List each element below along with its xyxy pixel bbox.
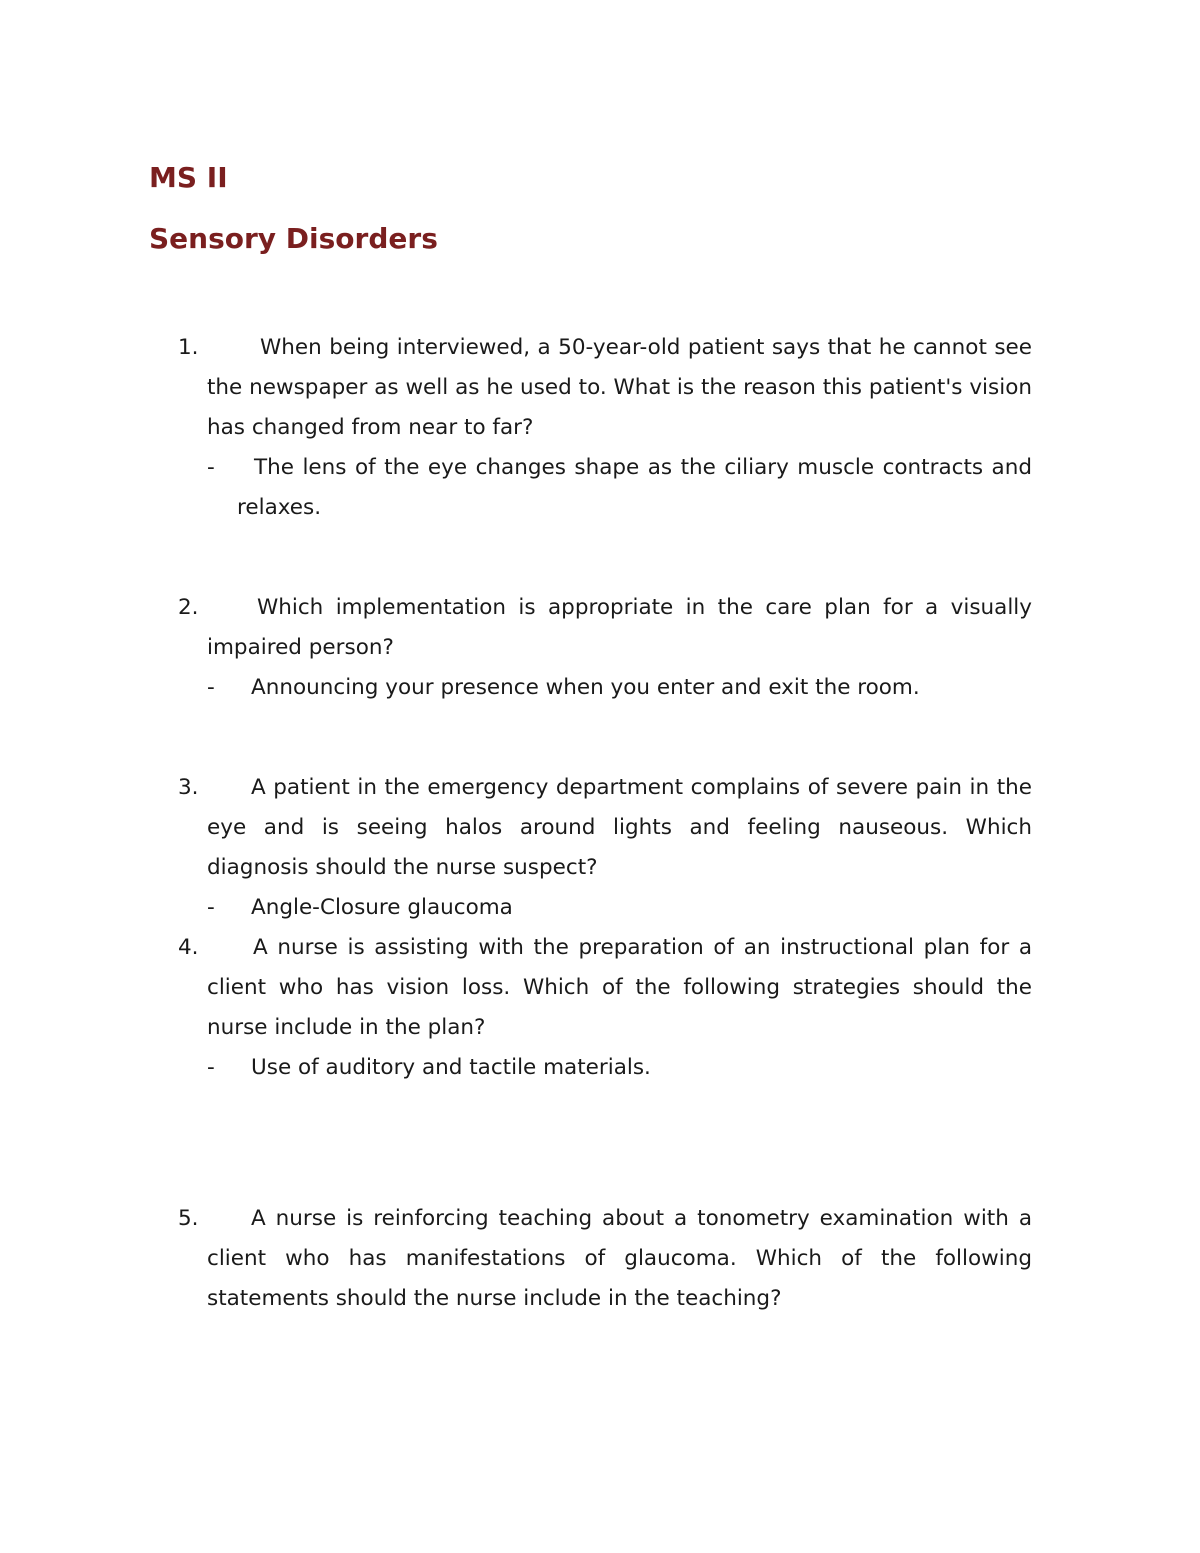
question-text: A nurse is assisting with the preparation of an instructional plan for a client who has vision loss. Which of the following strategies should the nurse include in the plan? — [207, 935, 1032, 1040]
answer-text: The lens of the eye changes shape as the ciliary muscle contracts and relaxes. — [237, 455, 1032, 520]
question-number: 5. — [178, 1206, 199, 1231]
question-text: Which implementation is appropriate in the care plan for a visually impaired person? — [207, 595, 1032, 660]
answer-text: Angle-Closure glaucoma — [251, 895, 513, 920]
question-text: A nurse is reinforcing teaching about a tonometry examination with a client who has manifestations of glaucoma. Which of the following statements should the nurse include in the teaching? — [207, 1206, 1032, 1311]
question-text: A patient in the emergency department complains of severe pain in the eye and is seeing halos around lights and feeling nauseous. Which diagnosis should the nurse suspect? — [207, 775, 1032, 880]
question-number: 4. — [178, 935, 199, 960]
answer-bullet: - — [207, 455, 215, 480]
answer-bullet: - — [207, 895, 215, 920]
course-heading: MS II — [149, 161, 228, 194]
question-number: 2. — [178, 595, 199, 620]
answer-bullet: - — [207, 1055, 215, 1080]
topic-heading: Sensory Disorders — [149, 222, 438, 255]
answer-bullet: - — [207, 675, 215, 700]
question-number: 1. — [178, 335, 199, 360]
answer-text: Use of auditory and tactile materials. — [251, 1055, 651, 1080]
question-number: 3. — [178, 775, 199, 800]
question-text: When being interviewed, a 50-year-old patient says that he cannot see the newspaper as well as he used to. What is the reason this patient's vision has changed from near to far? — [207, 335, 1032, 440]
answer-text: Announcing your presence when you enter and exit the room. — [251, 675, 920, 700]
